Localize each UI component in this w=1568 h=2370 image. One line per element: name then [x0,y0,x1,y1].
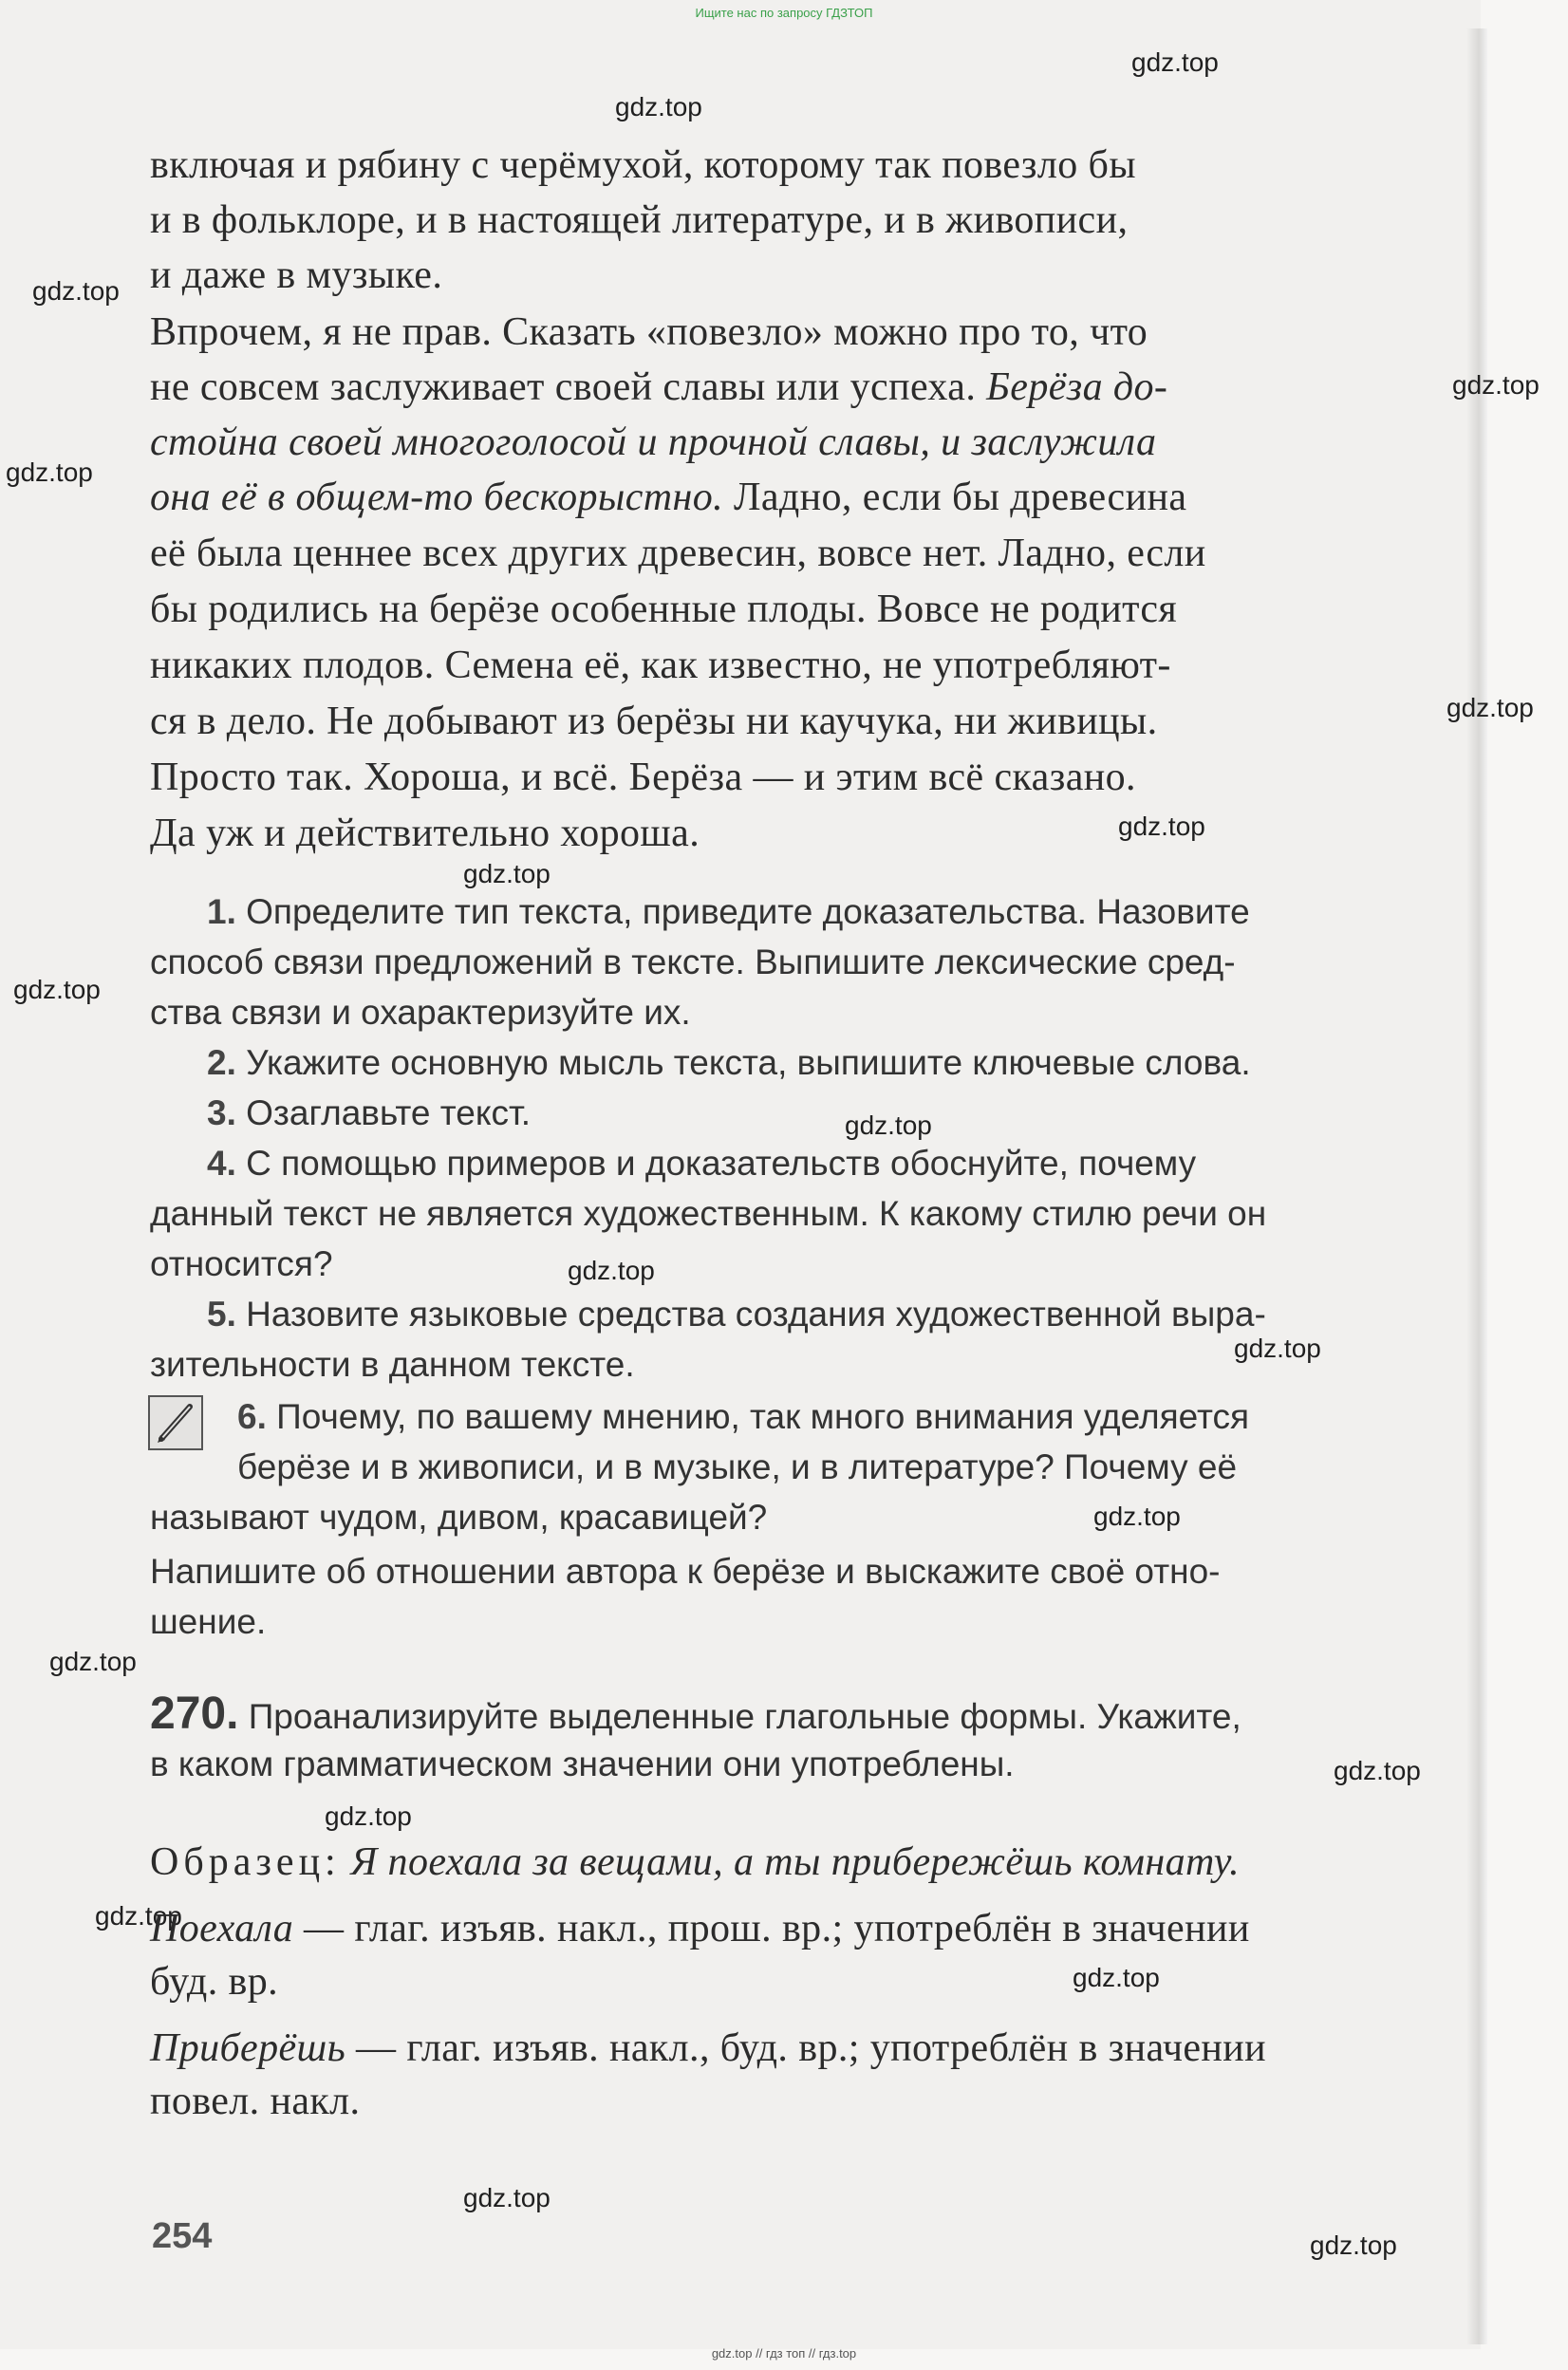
text-line: бы родились на берёзе особенные плоды. Вовсе не родится [150,588,1178,631]
watermark: gdz.top [568,1256,655,1285]
text-line: Да уж и действительно хороша. [150,812,700,855]
analysis-line: Приберёшь — глаг. изъяв. накл., буд. вр.; употреблён в значении [150,2026,1267,2070]
text-line: Просто так. Хороша, и всё. Берёза — и этим всё сказано. [150,756,1136,799]
analysis-line: Поехала — глаг. изъяв. накл., прош. вр.; употреблён в значении [150,1907,1250,1950]
text-line: и даже в музыке. [150,253,443,297]
watermark: gdz.top [463,859,551,888]
watermark: gdz.top [49,1647,137,1676]
text-line: не совсем заслуживает своей славы или успеха. Берёза до- [150,365,1168,409]
question-line: называют чудом, дивом, красавицей? [150,1498,768,1537]
question-3: 3. Озаглавьте текст. [207,1093,532,1132]
watermark: gdz.top [95,1901,182,1931]
text-line: и в фольклоре, и в настоящей литературе, и в живописи, [150,198,1129,242]
watermark: gdz.top [1131,47,1219,77]
header-note: Ищите нас по запросу ГДЗТОП [695,6,873,20]
watermark: gdz.top [1118,812,1205,841]
analysis-line: повел. накл. [150,2080,361,2123]
text-line: никаких плодов. Семена её, как известно, не употребляют- [150,644,1171,687]
question-6: 6. Почему, по вашему мнению, так много внимания уделяется [237,1397,1250,1436]
exercise-number: 270. [150,1689,239,1739]
watermark: gdz.top [325,1801,412,1831]
watermark: gdz.top [1334,1756,1421,1785]
watermark: gdz.top [6,457,93,487]
watermark: gdz.top [1447,693,1534,722]
text-line: стойна своей многоголосой и прочной славы, и заслужила [150,420,1157,464]
question-line: ства связи и охарактеризуйте их. [150,993,691,1032]
text-line: ся в дело. Не добывают из берёзы ни каучука, ни живицы. [150,700,1158,743]
exercise-line: в каком грамматическом значении они употреблены. [150,1745,1015,1783]
page-number: 254 [152,2216,213,2256]
watermark: gdz.top [1310,2230,1397,2260]
watermark: gdz.top [463,2183,551,2212]
watermark: gdz.top [615,92,702,121]
text-line: она её в общем-то бескорыстно. Ладно, если бы древесина [150,476,1187,519]
question-line: шение. [150,1602,267,1641]
text-line: её была ценнее всех других древесин, вовсе нет. Ладно, если [150,532,1206,575]
question-line: данный текст не является художественным. К какому стилю речи он [150,1194,1267,1233]
watermark: gdz.top [1452,370,1540,400]
analysis-line: буд. вр. [150,1960,279,2004]
question-4: 4. С помощью примеров и доказательств обоснуйте, почему [207,1144,1197,1183]
question-5: 5. Назовите языковые средства создания художественной выра- [207,1295,1266,1334]
watermark: gdz.top [13,975,101,1004]
text-line: включая и рябину с черёмухой, которому так повезло бы [150,143,1136,187]
watermark: gdz.top [32,276,120,306]
footer-note: gdz.top // гдз топ // гдз.top [711,2346,857,2361]
question-2: 2. Укажите основную мысль текста, выпишите ключевые слова. [207,1043,1251,1082]
watermark: gdz.top [1093,1502,1181,1531]
question-line: берёзе и в живописи, и в музыке, и в литературе? Почему её [237,1447,1238,1486]
exercise-header: 270. Проанализируйте выделенные глагольные формы. Укажите, [150,1689,1241,1739]
pencil-icon [148,1395,203,1450]
question-1: 1. Определите тип текста, приведите доказательства. Назовите [207,892,1250,931]
text-line: Впрочем, я не прав. Сказать «повезло» можно про то, что [150,310,1148,354]
question-line: зительности в данном тексте. [150,1345,635,1384]
watermark: gdz.top [1073,1963,1160,1992]
question-line: Напишите об отношении автора к берёзе и выскажите своё отно- [150,1552,1221,1591]
question-line: относится? [150,1244,333,1283]
sample-line: Образец: Я поехала за вещами, а ты прибережёшь комнату. [150,1840,1240,1884]
question-line: способ связи предложений в тексте. Выпишите лексические сред- [150,942,1236,981]
watermark: gdz.top [1234,1334,1321,1363]
watermark: gdz.top [845,1110,932,1140]
